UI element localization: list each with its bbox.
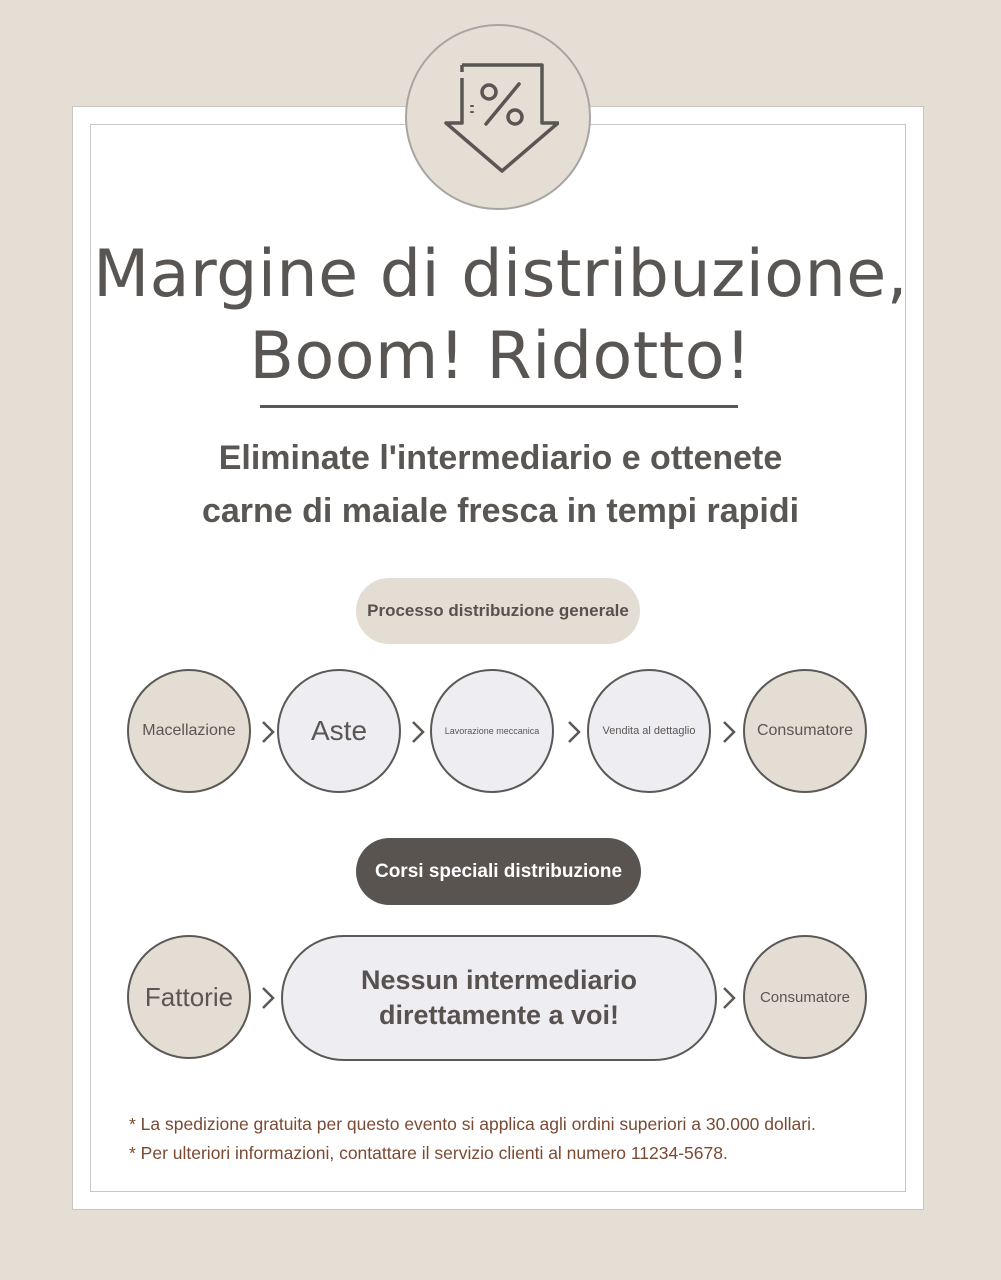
step-slaughter: Macellazione: [127, 669, 251, 793]
chevron-right-icon: [411, 720, 425, 744]
title-underline: [260, 405, 738, 408]
subtitle-line-2: carne di maiale fresca in tempi rapidi: [201, 492, 800, 530]
subtitle: [0, 432, 1001, 538]
step-processing: Lavorazione meccanica: [430, 669, 554, 793]
special-direct: [281, 935, 717, 1061]
badge: [405, 24, 591, 210]
step-consumer: Consumatore: [743, 669, 867, 793]
title-line-2: Boom! Ridotto!: [249, 319, 752, 394]
chevron-right-icon: [261, 986, 275, 1010]
footnote-shipping: * La spedizione gratuita per questo evento si applica agli ordini superiori a 30.000 dollari.: [129, 1114, 816, 1134]
special-direct-line-2: direttamente a voi!: [378, 1000, 620, 1030]
footnote-contact: * Per ulteriori informazioni, contattare il servizio clienti al numero 11234-5678.: [129, 1143, 728, 1163]
subtitle-line-1: Eliminate l'intermediario e ottenete: [218, 439, 783, 477]
chevron-right-icon: [567, 720, 581, 744]
page-title: [0, 234, 1001, 398]
footnotes: [129, 1110, 889, 1168]
step-auctions: Aste: [277, 669, 401, 793]
special-direct-line-1: Nessun intermediario: [360, 965, 638, 995]
step-retail: Vendita al dettaglio: [587, 669, 711, 793]
title-line-1: Margine di distribuzione,: [93, 237, 908, 312]
discount-down-arrow-icon: [441, 56, 559, 174]
chevron-right-icon: [261, 720, 275, 744]
chevron-right-icon: [722, 720, 736, 744]
special-consumer: Consumatore: [743, 935, 867, 1059]
special-farms: Fattorie: [127, 935, 251, 1059]
general-process-label: Processo distribuzione generale: [356, 578, 640, 644]
special-process-label: Corsi speciali distribuzione: [356, 838, 641, 905]
chevron-right-icon: [722, 986, 736, 1010]
